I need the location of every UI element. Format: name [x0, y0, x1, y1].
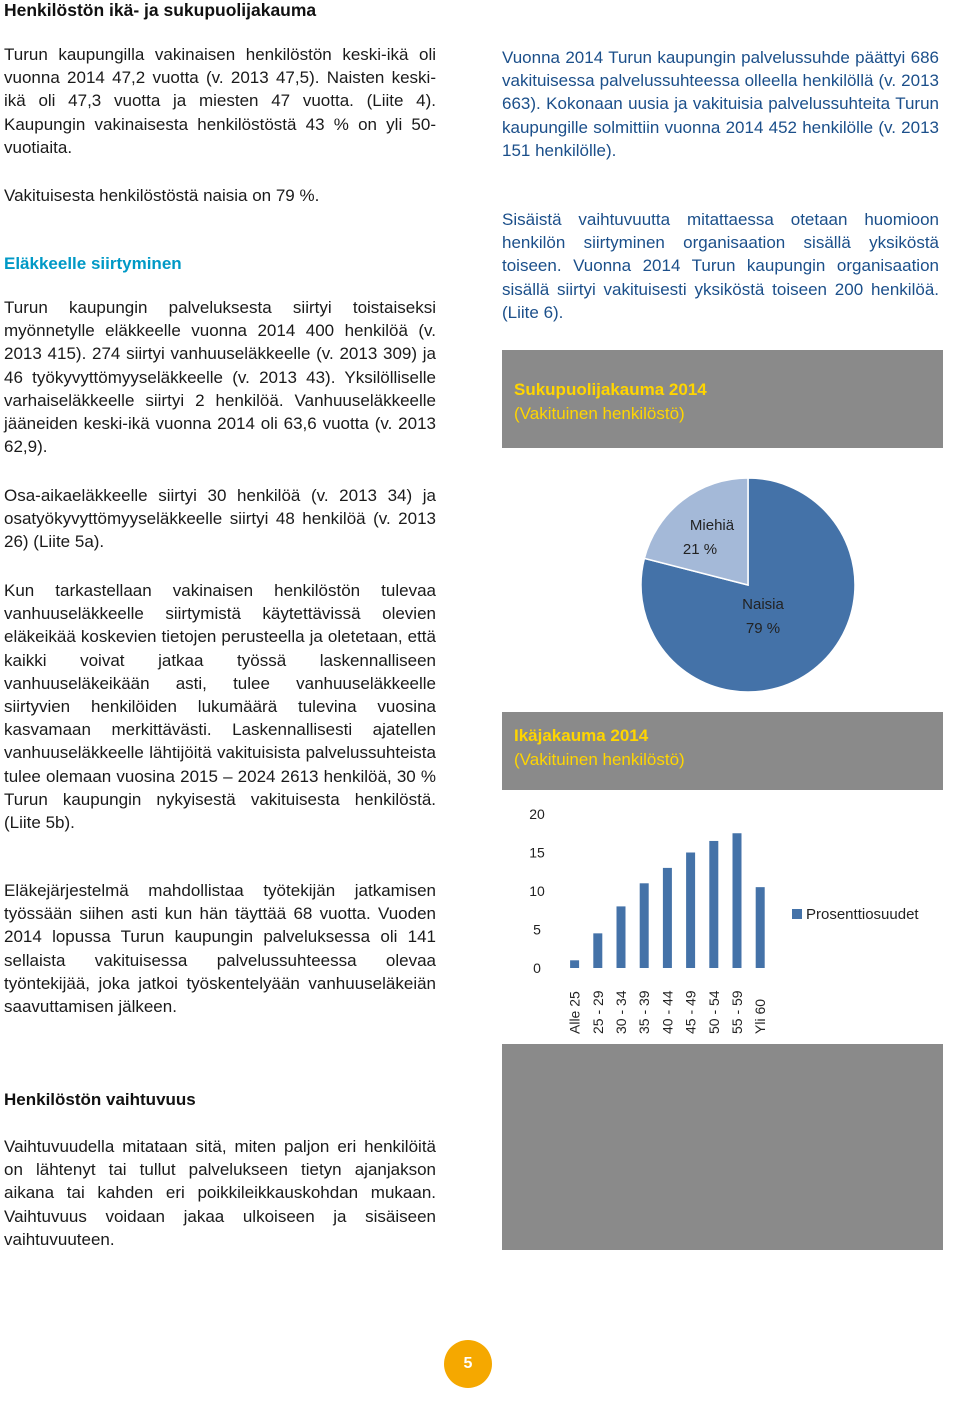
gender-pie-chart: [502, 448, 943, 712]
pie-label-miehia: Miehiä: [689, 517, 735, 534]
bar-30-34: [617, 906, 626, 968]
page-number: 5: [444, 1340, 492, 1388]
pie-pct-naisia: 79 %: [745, 620, 781, 637]
paragraph-part-time-pension: Osa-aikaeläkkeelle siirtyi 30 henkilöä (v. 2013 34) ja osatyökyvyttömyyseläkkeelle siirtyi 48 henkilöä (v. 2013 26) (Liite 5a).: [4, 486, 436, 552]
paragraph-retirement: Turun kaupungin palveluksesta siirtyi toistaiseksi myönnetylle eläkkeelle vuonna 2014 400 henkilöä (v. 2013 415). 274 siirtyi vanhuuseläkkeelle (v. 2013 309) ja 46 työkyvyttömyyseläkkeelle (v. 2013 43). Yksilölliselle varhaiseläkkeelle siirtyi 2 henkilöä. Vanhuuseläkkeelle jääneiden keski-ikä vuonna 2014 oli 63,6 vuotta (v. 2013 62,9).: [4, 298, 436, 457]
bar-yli60: [756, 887, 765, 968]
y-tick-label: 15: [529, 844, 545, 861]
pie-chart-title: Sukupuolijakauma 2014: [514, 380, 707, 399]
bar-chart-subtitle: (Vakituinen henkilöstö): [514, 750, 685, 769]
x-tick-label: Alle 25: [566, 991, 583, 1034]
bar-35-39: [640, 883, 649, 968]
pie-chart-subtitle: (Vakituinen henkilöstö): [514, 404, 685, 423]
pie-pct-miehia: 21 %: [682, 541, 718, 558]
paragraph-avg-age: Turun kaupungilla vakinaisen henkilöstön keski-ikä oli vuonna 2014 47,2 vuotta (v. 2013 47,5). Naisten keski-ikä oli 47,3 vuotta ja miesten 47 vuotta. (Liite 4). Kaupungin vakinaisesta henkilöstöstä 43 % on yli 50-vuotiaita.: [4, 45, 436, 157]
bar-chart-title: Ikäjakauma 2014: [514, 726, 649, 745]
y-tick-label: 10: [529, 883, 545, 899]
section-title: Henkilöstön ikä- ja sukupuolijakauma: [4, 0, 317, 20]
paragraph-pension-system: Eläkejärjestelmä mahdollistaa työtekijän jatkamisen työssään siihen asti kun hän täyttää 68 vuotta. Vuoden 2014 lopussa Turun kaupungin palveluksessa oli 141 sellaista vakituisessa palvelussuhteessa olevaa työntekijää, joka jatkoi työskentelyään vanhuuseläkeiän saavuttamisen jälkeen.: [4, 881, 436, 1017]
bar-chart-panel: [502, 790, 943, 1044]
heading-turnover: Henkilöstön vaihtuvuus: [4, 1090, 196, 1109]
x-tick-label: 40 - 44: [659, 990, 676, 1034]
y-tick-label: 20: [529, 806, 545, 822]
y-tick-label: 5: [533, 921, 541, 938]
bar-25-29: [593, 933, 602, 968]
legend-label: Prosenttiosuudet: [806, 906, 919, 923]
paragraph-internal-turnover: Sisäistä vaihtuvuutta mitattaessa otetaan huomioon henkilön siirtyminen organisaation sisällä yksiköstä toiseen. Vuonna 2014 Turun kaupungin organisaation sisällä siirtyi vakituisesti yksiköstä toiseen 200 henkilöä. (Liite 6).: [502, 210, 939, 322]
bar-40-44: [663, 868, 672, 968]
paragraph-future-retirement: Kun tarkastellaan vakinaisen henkilöstön tulevaa vanhuuseläkkeelle siirtymistä käytettävissä olevien eläkeikää koskevien tietojen perusteella ja oletetaan, että kaikki voivat jatkaa työssä laskennalliseen vanhuuseläkeikään asti, tulee vanhuuseläkkeelle siirtyvien henkilöiden lukumäärä tulevina vuosina kasvamaan merkittävästi. Laskennallisesti ajatellen vanhuuseläkkeelle lähtijöitä vakituisista palvelussuhteista tulee olemaan vuosina 2015 – 2024 2613 henkilöä, 30 % Turun kaupungin nykyisestä vakituisesta henkilöstä. (Liite 5b).: [4, 581, 436, 833]
bar-55-59: [733, 833, 742, 968]
x-tick-label: 25 - 29: [589, 990, 606, 1034]
x-tick-label: 45 - 49: [682, 990, 699, 1034]
paragraph-turnover: Vaihtuvuudella mitataan sitä, miten paljon eri henkilöitä on lähtenyt tai tullut palvelukseen tietyn ajanjakson aikana tai kahden eri poikkileikkauskohdan mukaan. Vaihtuvuus voidaan jakaa ulkoiseen ja sisäiseen vaihtuvuuteen.: [4, 1137, 436, 1249]
bar-50-54: [709, 841, 718, 968]
age-bar-chart: [502, 790, 943, 1044]
bar-45-49: [686, 853, 695, 969]
bar-alle25: [570, 960, 579, 968]
x-tick-label: 50 - 54: [705, 990, 722, 1034]
paragraph-women-share: Vakituisesta henkilöstöstä naisia on 79 %.: [4, 186, 320, 205]
x-tick-label: 30 - 34: [613, 990, 629, 1034]
y-tick-label: 0: [533, 960, 541, 976]
x-tick-label: Yli 60: [752, 998, 769, 1034]
legend-swatch: [792, 909, 802, 919]
x-tick-label: 35 - 39: [636, 990, 653, 1034]
pie-chart-panel: [502, 448, 943, 712]
pie-label-naisia: Naisia: [742, 596, 784, 613]
paragraph-ended-employment: Vuonna 2014 Turun kaupungin palvelussuhde päättyi 686 vakituisessa palvelussuhteessa olleella henkilöllä (v. 2013 663). Kokonaan uusia ja vakituisia palvelussuhteita Turun kaupungille solmittiin vuonna 2014 452 henkilölle (v. 2013 151 henkilölle).: [502, 48, 939, 160]
heading-retirement: Eläkkeelle siirtyminen: [4, 254, 182, 273]
x-tick-label: 55 - 59: [729, 990, 745, 1034]
